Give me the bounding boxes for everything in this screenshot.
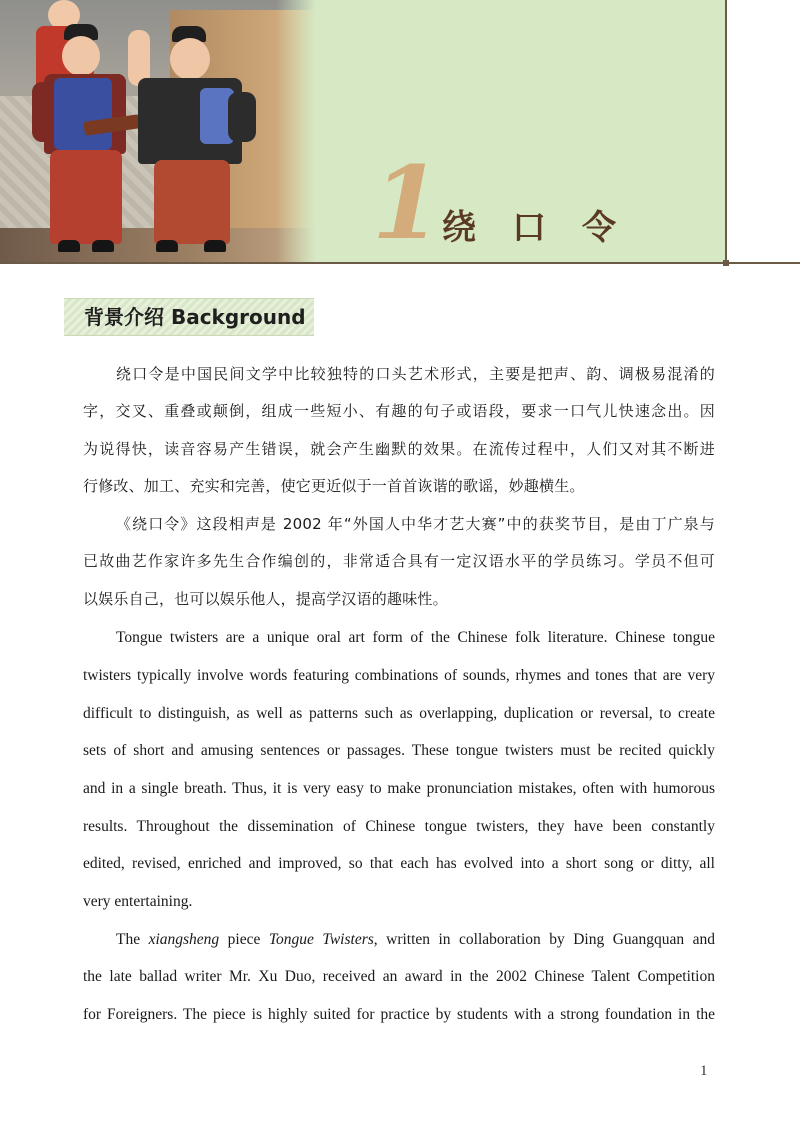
header-horizontal-rule (0, 262, 800, 264)
en-italic-term: xiangsheng (148, 931, 220, 948)
chapter-number: 1 (372, 144, 442, 262)
en-paragraph-1-line: very entertaining. (83, 893, 193, 910)
en-paragraph-1-line: twisters typically involve words featuring combinations of sounds, rhymes and tones that are very (83, 667, 715, 684)
cn-paragraph-2-line: 以娱乐自己，也可以娱乐他人，提高学汉语的趣味性。 (83, 590, 448, 608)
header-photo (0, 0, 316, 264)
cn-paragraph-1-line: 绕口令是中国民间文学中比较独特的口头艺术形式，主要是把声、韵、调极易混淆的 (116, 365, 715, 383)
en-paragraph-1-line: sets of short and amusing sentences or passages. These tongue twisters must be recited quickly (83, 742, 715, 759)
cn-paragraph-2-line: 已故曲艺作家许多先生合作编创的，非常适合具有一定汉语水平的学员练习。学员不但可 (83, 552, 715, 570)
cn-paragraph-1-line: 行修改、加工、充实和完善，使它更近似于一首首诙谐的歌谣，妙趣横生。 (83, 477, 585, 495)
header-vertical-rule (725, 0, 727, 264)
cn-paragraph-1-line: 为说得快，读音容易产生错误，就会产生幽默的效果。在流传过程中，人们又对其不断进 (83, 440, 715, 458)
en-text: piece (219, 931, 269, 948)
en-paragraph-1-line: results. Throughout the dissemination of Chinese tongue twisters, they have been constantly (83, 818, 715, 835)
header-rule-corner (723, 260, 729, 266)
cn-paragraph-2-line: 《绕口令》这段相声是 2002 年“外国人中华才艺大赛”中的获奖节目，是由丁广泉与 (116, 515, 715, 533)
en-paragraph-1-line: and in a single breath. Thus, it is very easy to make pronunciation mistakes, often with humorous (83, 780, 715, 797)
en-paragraph-2-line (116, 922, 715, 958)
en-paragraph-1-line: Tongue twisters are a unique oral art form of the Chinese folk literature. Chinese tongue (116, 629, 715, 646)
en-italic-title: Tongue Twisters (268, 931, 374, 948)
section-heading-banner (64, 298, 314, 336)
section-heading: 背景介绍 Background (84, 305, 306, 329)
en-text: The (116, 931, 149, 948)
cn-paragraph-1-line: 字，交叉、重叠或颠倒，组成一些短小、有趣的句子或语段，要求一口气儿快速念出。因 (83, 402, 715, 420)
en-paragraph-1-line: edited, revised, enriched and improved, so that each has evolved into a short song or ditty, all (83, 855, 715, 872)
page-number: 1 (700, 1063, 708, 1079)
en-paragraph-2-line: for Foreigners. The piece is highly suited for practice by students with a strong foundation in the (83, 1006, 715, 1023)
en-text: , written in collaboration by Ding Guangquan and (373, 931, 715, 948)
photo-fade (276, 0, 316, 264)
clay-figure-right (124, 22, 264, 258)
chapter-title: 绕口令 (442, 208, 652, 248)
en-paragraph-2-line: the late ballad writer Mr. Xu Duo, received an award in the 2002 Chinese Talent Competition (83, 968, 715, 985)
en-paragraph-1-line: difficult to distinguish, as well as patterns such as overlapping, duplication or reversal, to create (83, 705, 715, 722)
